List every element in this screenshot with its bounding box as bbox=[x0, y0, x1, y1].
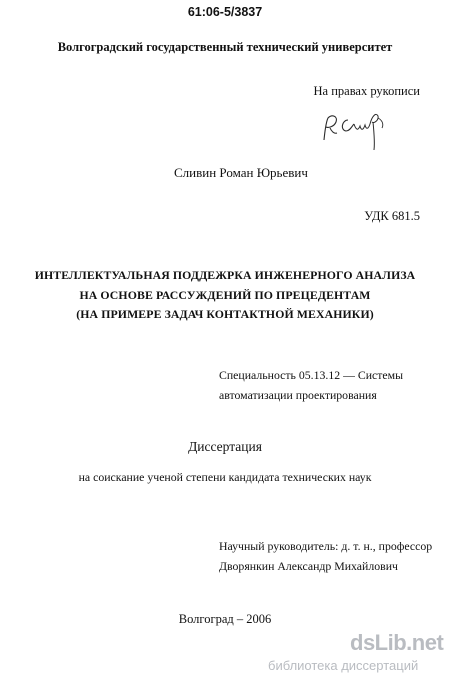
title-line: ИНТЕЛЛЕКТУАЛЬНАЯ ПОДДЕЖРКА ИНЖЕНЕРНОГО АНАЛИЗА bbox=[34, 268, 416, 282]
title-line: (НА ПРИМЕРЕ ЗАДАЧ КОНТАКТНОЙ МЕХАНИКИ) bbox=[76, 307, 374, 321]
watermark-subtitle: библиотека диссертаций bbox=[268, 658, 419, 673]
university-name: Волгоградский государственный технический университет bbox=[57, 40, 393, 54]
watermark-logo: dsLib.net bbox=[350, 630, 444, 655]
supervisor-line: Дворянкин Александр Михайлович bbox=[219, 558, 398, 573]
udk-code: УДК 681.5 bbox=[364, 209, 420, 223]
specialty-block bbox=[219, 366, 403, 405]
city-year: Волгоград – 2006 bbox=[178, 612, 272, 626]
manuscript-rights-note: На правах рукописи bbox=[313, 84, 420, 98]
catalog-code: 61:06-5/3837 bbox=[187, 5, 263, 19]
work-type: Диссертация bbox=[188, 439, 262, 454]
handwritten-signature bbox=[318, 108, 390, 152]
supervisor-block bbox=[219, 537, 432, 576]
dissertation-title bbox=[0, 266, 450, 325]
author-name: Сливин Роман Юрьевич bbox=[174, 165, 308, 180]
specialty-line: автоматизации проектирования bbox=[219, 387, 377, 402]
title-line: НА ОСНОВЕ РАССУЖДЕНИЙ ПО ПРЕЦЕДЕНТАМ bbox=[79, 287, 371, 302]
specialty-line: Специальность 05.13.12 — Системы bbox=[219, 368, 404, 382]
supervisor-line: Научный руководитель: д. т. н., профессор bbox=[219, 539, 433, 553]
degree-line: на соискание ученой степени кандидата технических наук bbox=[78, 470, 372, 484]
